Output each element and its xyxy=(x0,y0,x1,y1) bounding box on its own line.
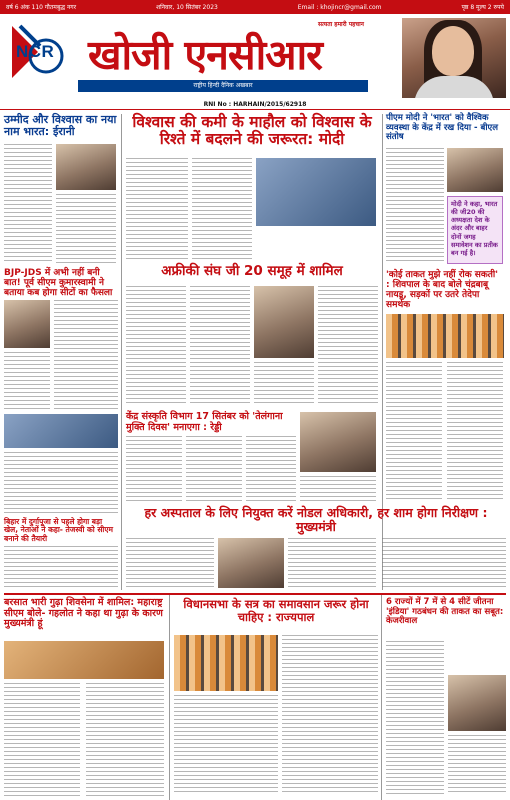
article-text xyxy=(254,362,314,406)
left-headline-bihar: बिहार में दुर्गापूजा से पहले होगा बड़ा खेल, नेताओं ने कहा- तेजस्वी को सीएम बनाने की तैयारी xyxy=(4,517,113,543)
irani-photo xyxy=(56,144,116,190)
article-text xyxy=(56,194,116,264)
masthead xyxy=(0,14,510,100)
modi-au-photo xyxy=(254,286,314,358)
masthead-celebrity-photo xyxy=(402,18,506,98)
article-text xyxy=(54,300,118,410)
modi-quote-box: मोदी ने कहा, भारत की जी20 की अध्यक्षता देश के अंदर और बाहर दोनों जगह समावेशन का प्रतीक बन गई है। xyxy=(447,196,503,264)
article-text xyxy=(4,683,80,797)
article-text xyxy=(447,362,503,502)
issue-date: शनिवार, 10 सितंबर 2023 xyxy=(156,4,218,11)
article-text xyxy=(448,735,506,795)
article-text xyxy=(174,695,278,795)
logo-ncr-letters: NCR xyxy=(16,42,55,61)
headline-hospital-nodal: हर अस्पताल के लिए नियुक्त करें नोडल अधिकारी, हर शाम होगा निरीक्षण : मुख्यमंत्री xyxy=(144,505,488,534)
article-text xyxy=(4,546,118,588)
kumaraswamy-photo xyxy=(4,300,50,348)
right-headline-santosh: पीएम मोदी ने 'भारत' को वैश्विक व्यवस्था के केंद्र में रख दिया - बीएल संतोष xyxy=(386,113,499,143)
headline-governor-session: विधानसभा के सत्र का समावसान जरूर होना चाहिए : राज्यपाल xyxy=(183,597,369,624)
g20-summit-photo xyxy=(256,158,376,226)
headline-african-union: अफ्रीकी संघ जी 20 समूह में शामिल xyxy=(161,263,343,279)
top-info-bar xyxy=(0,0,510,14)
article-text xyxy=(4,352,50,410)
article-text xyxy=(190,286,250,406)
page-count: पृष्ठ 8 मूल्य 2 रुपये xyxy=(461,4,504,11)
masthead-title-area xyxy=(78,18,368,96)
article-text xyxy=(126,286,186,406)
volume-info: वर्ष 6 अंक 110 गौतमबुद्ध नगर xyxy=(6,4,77,11)
headline-telangana-ministry: केंद्र संस्कृति विभाग 17 सितंबर को 'तेलंगाना मुक्ति दिवस' मनाएगा : रेड्डी xyxy=(126,411,283,433)
masthead-tagline: सत्यता हमारी पहचान xyxy=(317,21,364,28)
article-text xyxy=(246,436,296,504)
article-text xyxy=(126,436,182,504)
article-text xyxy=(288,538,376,588)
article-text xyxy=(186,436,242,504)
masthead-subline: राष्ट्रीय हिन्दी दैनिक अखबार xyxy=(78,80,368,92)
bottom-middle-article xyxy=(174,595,382,800)
yogi-photo xyxy=(218,538,284,588)
newspaper-title: खोजी एनसीआर xyxy=(88,31,322,79)
headline-gudha-shivsena: बरसात भारी गुढ़ा शिवसेना में शामिल: महाराष्ट्र सीएम बोले- गहलोत ने कहा था गुढ़ा के कारण मुख्यमंत्री हूं xyxy=(4,597,163,630)
article-text xyxy=(382,538,506,588)
article-text xyxy=(300,476,376,504)
governor-event-photo xyxy=(174,635,278,691)
article-text xyxy=(318,286,378,406)
article-text xyxy=(126,538,214,588)
lead-headline-modi: विश्वास की कमी के माहौल को विश्वास के रिश्ते में बदलने की जरूरत: मोदी xyxy=(132,113,372,149)
santosh-photo xyxy=(447,148,503,192)
article-text xyxy=(4,144,52,264)
bottom-section xyxy=(4,593,506,798)
left-headline-bjp-jds: BJP-JDS में अभी नहीं बनी बात! पूर्व सीएम कुमारस्वामी ने बताया कब होगा सीटों का फैसला xyxy=(4,268,113,299)
taj-mahal-photo xyxy=(4,414,118,448)
bottom-left-article xyxy=(4,595,170,800)
left-headline-irani: उम्मीद और विश्वास का नया नाम भारत: ईरानी xyxy=(4,113,117,139)
article-text xyxy=(386,641,444,795)
contact-email: Email : khojincr@gmail.com xyxy=(297,3,382,11)
kejriwal-photo xyxy=(448,675,506,731)
article-text xyxy=(4,452,118,514)
shivsena-event-photo xyxy=(4,641,164,679)
article-text xyxy=(86,683,164,797)
tdp-protest-photo xyxy=(386,314,504,358)
article-text xyxy=(386,362,442,502)
article-text xyxy=(126,158,188,262)
rni-number: RNI No : HARHAIN/2015/62918 xyxy=(0,100,510,110)
bottom-right-article xyxy=(386,595,506,800)
headline-kejriwal-india: 6 राज्यों में 7 में से 4 सीटें जीतना 'इंडिया' गठबंधन की ताकत का सबूत: केजरीवाल xyxy=(386,597,504,627)
article-text xyxy=(282,635,378,795)
reddy-photo xyxy=(300,412,376,472)
left-column xyxy=(4,114,122,590)
article-text xyxy=(192,158,252,262)
right-headline-naidu: 'कोई ताकत मुझे नहीं रोक सकती' : शिवपाल के बाद बोले चंद्रबाबू नायडू, सड़कों पर उतरे तेदेपा समर्थक xyxy=(386,270,499,311)
article-text xyxy=(386,148,444,264)
